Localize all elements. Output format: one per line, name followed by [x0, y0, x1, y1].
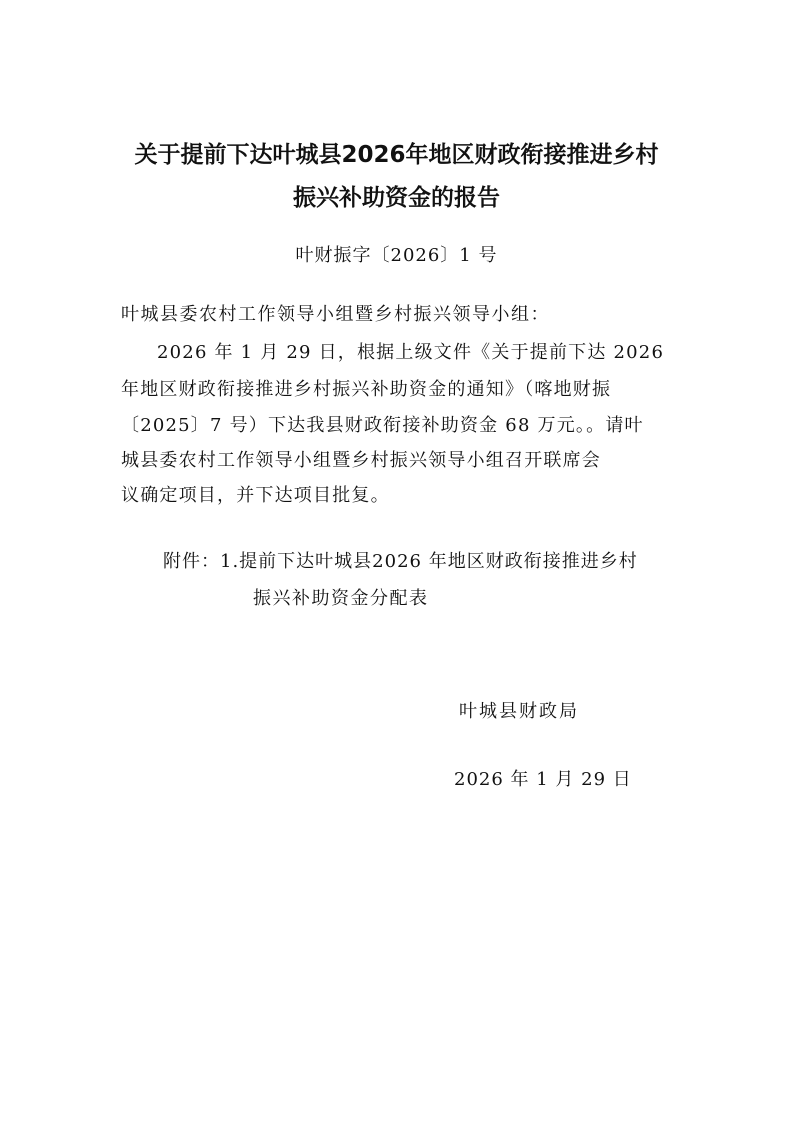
document-title-line-1: 关于提前下达叶城县2026年地区财政衔接推进乡村: [134, 142, 659, 168]
body-paragraph-line: 2026 年 1 月 29 日，根据上级文件《关于提前下达 2026: [157, 342, 665, 363]
body-paragraph-line: 年地区财政衔接推进乡村振兴补助资金的通知》（喀地财振: [121, 379, 612, 400]
document-title-line-2: 振兴补助资金的报告: [293, 185, 500, 211]
signer: 叶城县财政局: [459, 701, 579, 722]
body-paragraph-line: 议确定项目，并下达项目批复。: [121, 485, 390, 506]
attachment-line-1: 附件：1.提前下达叶城县2026 年地区财政衔接推进乡村: [163, 551, 638, 572]
addressee: 叶城县委农村工作领导小组暨乡村振兴领导小组：: [121, 304, 550, 325]
signature-date: 2026 年 1 月 29 日: [454, 769, 632, 790]
attachment-line-2: 振兴补助资金分配表: [253, 588, 429, 609]
body-paragraph-line: 城县委农村工作领导小组暨乡村振兴领导小组召开联席会: [121, 450, 601, 471]
document-number: 叶财振字〔2026〕1 号: [295, 245, 498, 266]
body-paragraph-line: 〔2025〕7 号）下达我县财政衔接补助资金 68 万元。。请叶: [121, 415, 644, 436]
